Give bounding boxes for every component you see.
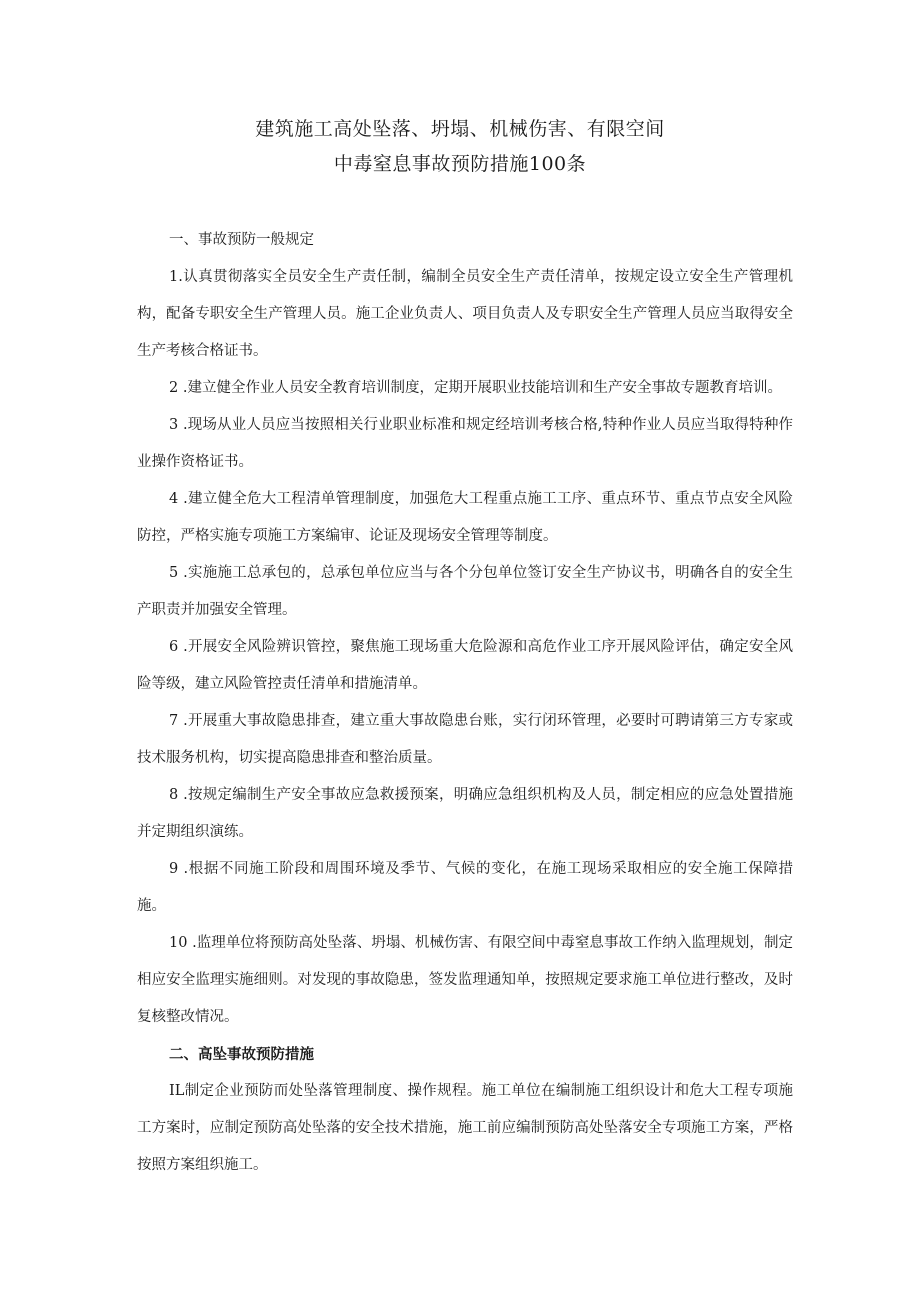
paragraph-item: 6 .开展安全风险辨识管控，聚焦施工现场重大危险源和高危作业工序开展风险评估，确定安全风险等级，建立风险管控责任清单和措施清单。 <box>137 639 793 692</box>
paragraph-item: IL制定企业预防而处坠落管理制度、操作规程。施工单位在编制施工组织设计和危大工程专项施工方案时，应制定预防高处坠落的安全技术措施，施工前应编制预防高处坠落安全专项施工方案，严格按照方案组织施工。 <box>137 1083 793 1173</box>
paragraph-item: 4 .建立健全危大工程清单管理制度，加强危大工程重点施工工序、重点环节、重点节点安全风险防控，严格实施专项施工方案编审、论证及现场安全管理等制度。 <box>137 491 793 544</box>
paragraph-item: 8 .按规定编制生产安全事故应急救援预案，明确应急组织机构及人员，制定相应的应急处置措施并定期组织演练。 <box>137 787 793 840</box>
paragraph-item: 2 .建立健全作业人员安全教育培训制度，定期开展职业技能培训和生产安全事故专题教育培训。 <box>169 380 782 396</box>
paragraph-item: 3 .现场从业人员应当按照相关行业职业标准和规定经培训考核合格,特种作业人员应当取得特种作业操作资格证书。 <box>137 417 793 470</box>
paragraph-item: 5 .实施施工总承包的，总承包单位应当与各个分包单位签订安全生产协议书，明确各自的安全生产职责并加强安全管理。 <box>137 565 793 618</box>
document-title-line-1: 建筑施工高处坠落、坍塌、机械伤害、有限空间 <box>255 118 665 140</box>
paragraph-item: 9 .根据不同施工阶段和周围环境及季节、气候的变化，在施工现场采取相应的安全施工保障措施。 <box>137 861 793 914</box>
document-title-line-2: 中毒窒息事故预防措施100条 <box>333 153 587 175</box>
paragraph-item: 10 .监理单位将预防高处坠落、坍塌、机械伤害、有限空间中毒窒息事故工作纳入监理规划，制定相应安全监理实施细则。对发现的事故隐患，签发监理通知单，按照规定要求施工单位进行整改，及时复核整改情况。 <box>137 935 793 1025</box>
section-heading: 一、事故预防一般规定 <box>169 232 314 248</box>
section-heading: 二、高坠事故预防措施 <box>169 1046 314 1063</box>
paragraph-item: 7 .开展重大事故隐患排查，建立重大事故隐患台账，实行闭环管理，必要时可聘请第三方专家或技术服务机构，切实提高隐患排查和整治质量。 <box>137 713 793 766</box>
paragraph-item: 1.认真贯彻落实全员安全生产责任制，编制全员安全生产责任清单，按规定设立安全生产管理机构，配备专职安全生产管理人员。施工企业负责人、项目负责人及专职安全生产管理人员应当取得安全生产考核合格证书。 <box>137 269 793 359</box>
document-body <box>137 222 793 1184</box>
